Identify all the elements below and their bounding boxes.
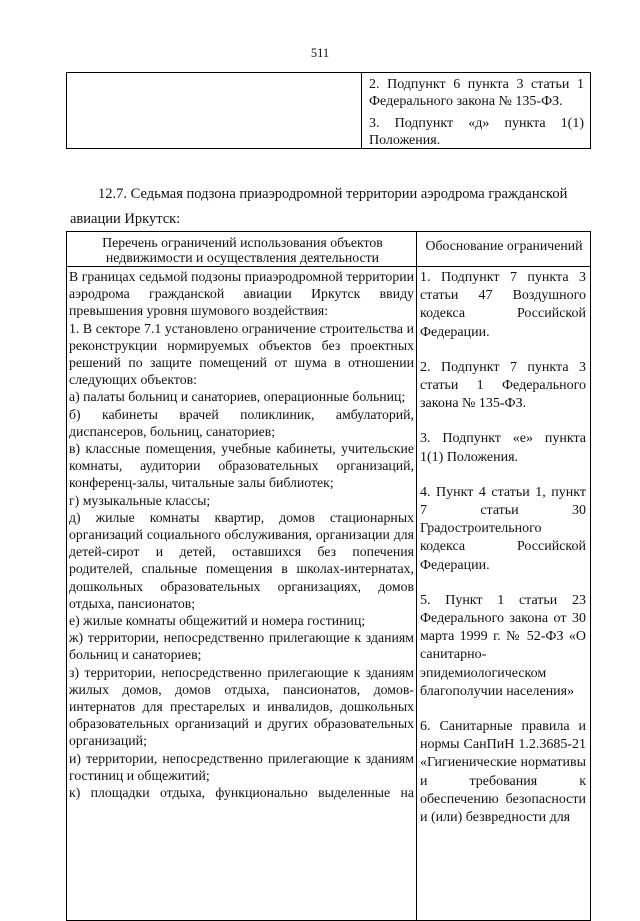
legal-reference: 2. Подпункт 6 пункта 3 статьи 1 Федерального закона № 135-ФЗ.	[369, 77, 584, 109]
column-divider	[361, 73, 362, 148]
restriction-item: в) классные помещения, учебные кабинеты, учительские комнаты, аудитории образовательных организаций, конференц-залы, читальные залы библиотек;	[69, 441, 414, 491]
restriction-paragraph: 1. В секторе 7.1 установлено ограничение строительства и реконструкции нормируемых объектов без проектных решений по защите помещений от шума в отношении следующих объектов:	[69, 320, 414, 388]
section-heading-line: авиации Иркутск:	[70, 211, 181, 227]
restriction-item: е) жилые комнаты общежитий и номера гостиниц;	[69, 613, 366, 629]
restriction-paragraph: В границах седьмой подзоны приаэродромной территории аэродрома гражданской авиации Иркутск ввиду превышения уровня шумового воздействия:	[69, 269, 414, 319]
restriction-item: к) площадки отдыха, функционально выделенные на	[69, 785, 414, 801]
header-divider	[67, 266, 590, 267]
restriction-item: ж) территории, непосредственно прилегающие к зданиям больниц и санаториев;	[69, 630, 414, 663]
restriction-item: а) палаты больниц и санаториев, операционные больниц;	[69, 389, 406, 405]
justification-item: 3. Подпункт «е» пункта 1(1) Положения.	[420, 431, 586, 465]
restriction-item: б) кабинеты врачей поликлиник, амбулаторий, диспансеров, больниц, санаториев;	[69, 406, 414, 439]
continuation-table	[66, 72, 591, 149]
restriction-item: и) территории, непосредственно прилегающие к зданиям гостиниц и общежитий;	[69, 750, 414, 783]
legal-reference: 3. Подпункт «д» пункта 1(1) Положения.	[369, 116, 584, 148]
column-divider	[416, 232, 417, 920]
header-restrictions: Перечень ограничений использования объектов недвижимости и осуществления деятельности	[102, 235, 383, 265]
section-heading	[70, 182, 585, 232]
restrictions-column	[69, 268, 414, 801]
justification-item: 1. Подпункт 7 пункта 3 статьи 47 Воздушного кодекса Российской Федерации.	[420, 270, 586, 340]
section-heading-line: 12.7. Седьмая подзона приаэродромной территории аэродрома гражданской	[98, 186, 568, 202]
justification-item: 5. Пункт 1 статьи 23 Федерального закона от 30 марта 1999 г. № 52-ФЗ «О санитарно-эпидемиологическом благополучии населения»	[420, 592, 586, 699]
continuation-right-cell	[369, 76, 584, 154]
justification-item: 4. Пункт 4 статьи 1, пункт 7 статьи 30 Градостроительного кодекса Российской Федерации.	[420, 484, 586, 573]
restrictions-table	[66, 231, 591, 921]
header-justification: Обоснование ограничений	[425, 238, 583, 253]
justification-item: 6. Санитарные правила и нормы СанПиН 1.2.3685-21 «Гигиенические нормативы и требования к обеспечению безопасности и (или) безвредности для	[420, 719, 586, 826]
justification-item: 2. Подпункт 7 пункта 3 статьи 1 Федерального закона № 135-ФЗ.	[420, 359, 586, 412]
restriction-item: г) музыкальные классы;	[69, 492, 211, 508]
page-number: 511	[310, 46, 330, 60]
restriction-item: д) жилые комнаты квартир, домов стационарных организаций социального обслуживания, организации для детей-сирот и детей, оставшихся без попечения родителей, спальные помещения в школах-интернатах, дошкольных образовательных организациях, домов отдыха, пансионатов;	[69, 509, 414, 611]
justification-column	[420, 269, 586, 827]
restriction-item: з) территории, непосредственно прилегающие к зданиям жилых домов, домов отдыха, пансионатов, домов-интернатов для престарелых и инвалидов, дошкольных образовательных организаций и других образовательных организаций;	[69, 664, 414, 749]
